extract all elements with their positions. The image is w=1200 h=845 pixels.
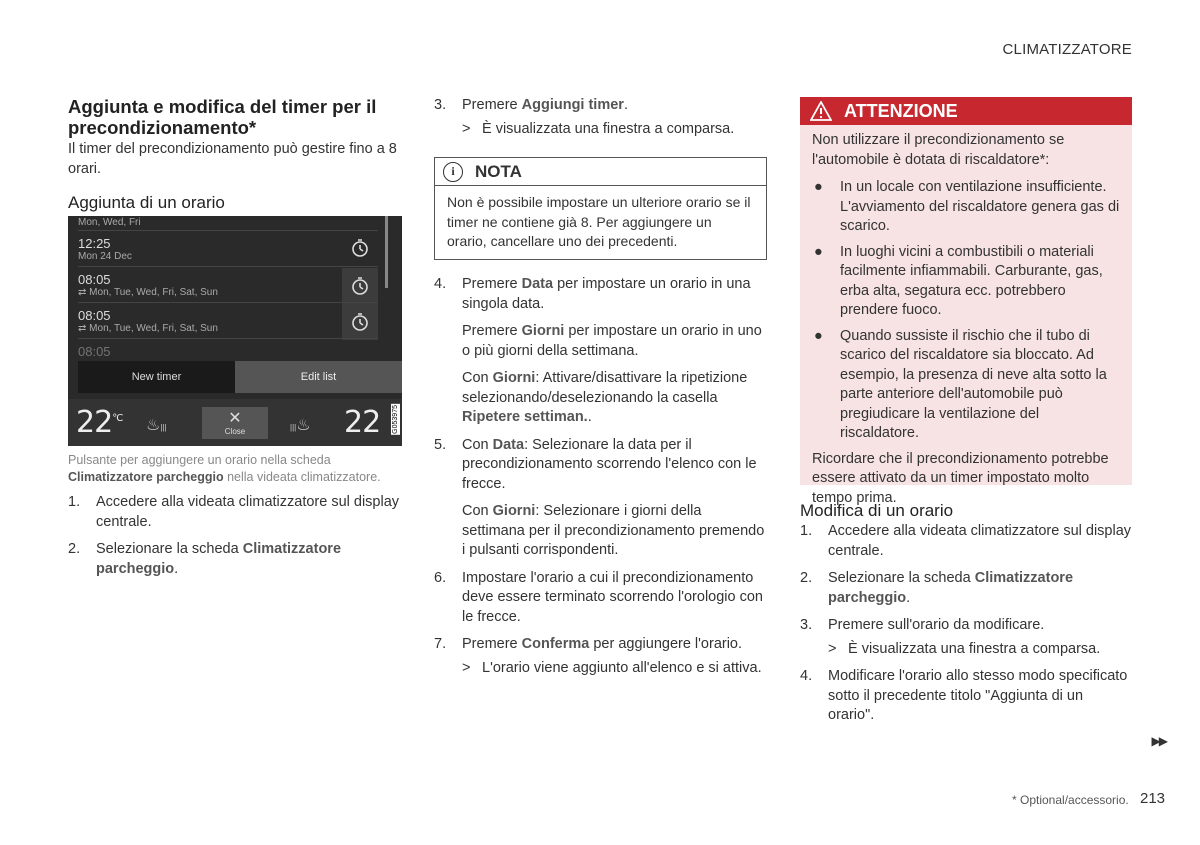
warning-outro: Ricordare che il precondizionamento potrebbe essere attivato da un timer impostato molto tempo prima.	[812, 450, 1109, 506]
subsection-title: Aggiunta di un orario	[68, 193, 225, 212]
step-item: 4. Premere Data per impostare un orario in una singola data.	[434, 276, 751, 312]
column-2	[434, 96, 767, 676]
timer-row-partial: 08:05	[78, 344, 111, 359]
info-icon: i	[443, 162, 463, 182]
warning-bullet: ● In un locale con ventilazione insufficiente. L'avviamento del riscaldatore genera gas di scarico.	[814, 179, 1120, 234]
timer-toggle-button	[342, 304, 378, 340]
warning-bullet: ● In luoghi vicini a combustibili o materiali facilmente infiammabili. Carburante, gas, erba alta, segatura ecc. potrebbero prendere fuoco.	[814, 243, 1103, 318]
timer-row: 08:05 ⇄ Mon, Tue, Wed, Fri, Sat, Sun	[78, 308, 218, 334]
climate-screen-image	[68, 216, 402, 446]
note-box	[434, 157, 767, 260]
warning-triangle-icon	[810, 101, 832, 121]
note-header: i NOTA	[435, 158, 766, 186]
seat-heat-icon: ♨|||	[146, 417, 167, 434]
step-result: > È visualizzata una finestra a comparsa.	[828, 640, 1101, 657]
step-item: 2. Selezionare la scheda Climatizzatore parcheggio.	[68, 541, 342, 577]
step-detail: Con Giorni: Selezionare i giorni della settimana per il precondizionamento premendo i pulsanti corrispondenti.	[462, 503, 765, 558]
step-item: 6. Impostare l'orario a cui il precondizionamento deve essere terminato scorrendo l'orologio con le frecce.	[434, 569, 763, 625]
step-item: 4. Modificare l'orario allo stesso modo specificato sotto il precedente titolo "Aggiunta di un orario".	[800, 668, 1128, 723]
timer-icon	[350, 312, 370, 332]
image-id: G053975	[392, 405, 399, 434]
timer-row: 12:25 Mon 24 Dec	[78, 236, 132, 262]
scrollbar	[385, 216, 388, 288]
continue-arrow-icon: ▶▶	[1151, 734, 1166, 748]
step-item: 3. Premere Aggiungi timer.	[434, 97, 628, 113]
subsection-title: Modifica di un orario	[800, 501, 954, 520]
image-caption: Pulsante per aggiungere un orario nella scheda Climatizzatore parcheggio nella videata climatizzatore.	[68, 453, 381, 484]
step-item: 1. Accedere alla videata climatizzatore sul display centrale.	[68, 494, 400, 530]
new-timer-tab: New timer	[78, 361, 235, 393]
timer-toggle-button	[342, 268, 378, 304]
timer-icon	[350, 238, 370, 258]
step-detail: Con Giorni: Attivare/disattivare la ripetizione selezionando/deselezionando la casella Ripetere settiman..	[462, 370, 748, 425]
warning-intro: Non utilizzare il precondizionamento se l'automobile è dotata di riscaldatore*:	[812, 132, 1065, 168]
step-item: 3. Premere sull'orario da modificare.	[800, 617, 1045, 633]
warning-box	[800, 97, 1132, 506]
step-item: 7. Premere Conferma per aggiungere l'orario.	[434, 636, 743, 652]
steps-list	[434, 275, 767, 678]
page-number: 213	[1140, 790, 1166, 807]
section-header: CLIMATIZZATORE	[1002, 41, 1132, 58]
step-item: 5. Con Data: Selezionare la data per il precondizionamento scorrendo l'elenco con le frecce.	[434, 436, 757, 492]
close-icon: ✕	[228, 409, 242, 427]
climate-bar	[68, 399, 402, 446]
steps-list	[68, 493, 402, 579]
footnote: * Optional/accessorio.	[1012, 793, 1129, 807]
seat-heat-icon: |||♨	[290, 417, 311, 434]
driver-temperature: $22^{^\circ C}$	[76, 405, 123, 440]
step-item: 1. Accedere alla videata climatizzatore sul display centrale.	[800, 523, 1132, 559]
warning-bullet: ● Quando sussiste il rischio che il tubo di scarico del riscaldatore sia bloccato. Ad esempio, la presenza di neve alta sotto la parte anteriore dell'automobile può pregiudicare la ventilazione del riscaldatore.	[814, 327, 1107, 441]
steps-list	[800, 522, 1132, 726]
step-detail: Premere Giorni per impostare un orario in uno o più giorni della settimana.	[462, 323, 762, 359]
passenger-temperature: 22	[344, 405, 381, 440]
timer-icon	[350, 276, 370, 296]
step-item: 2. Selezionare la scheda Climatizzatore parcheggio.	[800, 570, 1074, 606]
note-body: Non è possibile impostare un ulteriore orario se il timer ne contiene già 8. Per aggiungere un orario, cancellare uno dei precedenti.	[447, 194, 751, 249]
step-result: > L'orario viene aggiunto all'elenco e si attiva.	[462, 659, 762, 676]
edit-list-tab: Edit list	[235, 361, 402, 393]
warning-body	[800, 125, 1132, 508]
step-result: > È visualizzata una finestra a comparsa.	[462, 120, 735, 137]
timer-toggle-button	[342, 230, 378, 266]
timer-row: 08:05 ⇄ Mon, Tue, Wed, Fri, Sat, Sun	[78, 272, 218, 298]
intro-text: Il timer del precondizionamento può gestire fino a 8 orari.	[68, 141, 397, 177]
close-button: ✕ Close	[202, 407, 268, 439]
warning-header: ATTENZIONE	[800, 97, 1132, 125]
section-title: Aggiunta e modifica del timer per il precondizionamento*	[68, 96, 377, 138]
column-1	[68, 96, 402, 577]
timer-row-partial: Mon, Wed, Fri	[78, 217, 141, 228]
